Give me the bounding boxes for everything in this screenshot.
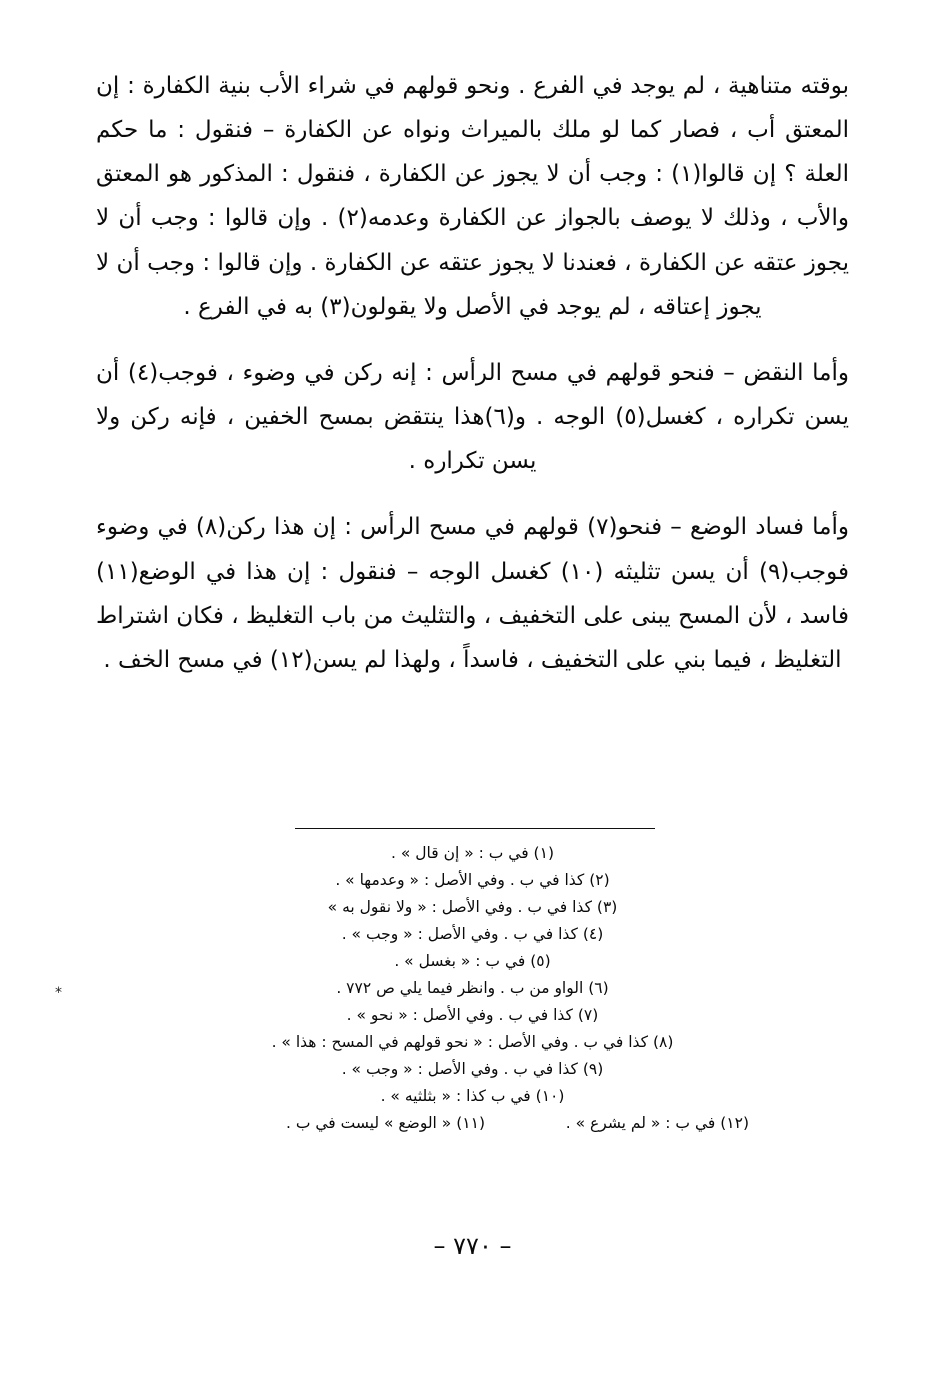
footnote-text: كذا في ب . وفي الأصل : « وعدمها » . [335,870,585,889]
footnote-item-12 [566,1110,749,1137]
footnote-text: في ب كذا : « بثلثيه » . [380,1086,531,1105]
footnote-separator [295,828,655,829]
footnote-item [96,840,849,867]
footnote-text: كذا في ب . وفي الأصل : « نحو قولهم في المسح : هذا » . [271,1032,649,1051]
footnote-text: كذا في ب . وفي الأصل : « وجب » . [341,1059,578,1078]
footnote-text: الواو من ب . وانظر فيما يلي ص ٧٧٢ . [336,978,584,997]
footnote-row-last [96,1110,849,1137]
footnote-item [96,1083,849,1110]
footnote-text: كذا في ب . وفي الأصل : « وجب » . [341,924,578,943]
paragraph-1: بوقته متناهية ، لم يوجد في الفرع . ونحو قولهم في شراء الأب بنية الكفارة : إن المعتق أب ، فصار كما لو ملك بالميراث ونواه عن الكفارة – فنقول : ما حكم العلة ؟ إن قالوا(١) : وجب أن لا يجوز عن الكفارة ، فنقول : المذكور هو المعتق والأب ، وذلك لا يوصف بالجواز عن الكفارة وعدمه(٢) . وإن قالوا : وجب أن لا يجوز عتقه عن الكفارة ، فعندنا لا يجوز عتقه عن الكفارة . وإن قالوا : وجب أن لا يجوز إعتاقه ، لم يوجد في الأصل ولا يقولون(٣) به في الفرع . [96,73,849,320]
footnote-number: (٧) [577,1005,599,1024]
footnote-number: (٨) [652,1032,674,1051]
footnote-number: (١٠) [535,1086,565,1105]
footnote-text: في ب : « إن قال » . [391,844,529,862]
page-body [96,64,849,690]
footnotes-section [96,840,849,1137]
footnote-item [96,921,849,948]
footnote-item [96,894,849,921]
footnote-text: كذا في ب . وفي الأصل : « ولا نقول به » [327,897,592,916]
page-number: – ٧٧٠ – [433,1232,512,1260]
footnote-number: (٦) [588,978,609,997]
margin-asterisk-mark: * [55,985,62,1001]
footnote-item [96,948,849,975]
footnote-item [96,1002,849,1029]
footnote-number: (٢) [589,870,610,889]
footnote-number: (١) [533,844,554,862]
footnote-text: كذا في ب . وفي الأصل : « نحو » . [346,1005,573,1024]
footnote-number: (٣) [596,897,618,916]
footnote-item-11 [286,1110,485,1137]
footnote-text: في ب : « لم يشرع » . [565,1113,716,1132]
footnote-number: (٥) [530,951,551,970]
footnote-number: (٤) [582,924,604,943]
footnote-number: (١٢) [720,1113,749,1132]
footnote-item [96,1029,849,1056]
footnote-number: (١١) [456,1113,485,1132]
footnote-item [96,1056,849,1083]
footnote-text: في ب : « بغسل » . [394,951,526,970]
footnote-item [96,975,849,1002]
paragraph-2: وأما النقض – فنحو قولهم في مسح الرأس : إنه ركن في وضوء ، فوجب(٤) أن يسن تكراره ، كغسل(٥) الوجه . و(٦)هذا ينتقض بمسح الخفين ، فإنه ركن ولا يسن تكراره . [96,359,849,475]
footnote-item [96,867,849,894]
paragraph-3: وأما فساد الوضع – فنحو(٧) قولهم في مسح الرأس : إن هذا ركن(٨) في وضوء فوجب(٩) أن يسن تثليثه (١٠) كغسل الوجه – فنقول : إن هذا في الوضع(١١) فاسد ، لأن المسح يبنى على التخفيف ، والتثليث من باب التغليظ ، فكان اشتراط التغليظ ، فيما بني على التخفيف ، فاسداً ، ولهذا لم يسن(١٢) في مسح الخف . [96,514,849,673]
footnote-number: (٩) [582,1059,604,1078]
footnote-text: « الوضع » ليست في ب . [286,1113,452,1132]
